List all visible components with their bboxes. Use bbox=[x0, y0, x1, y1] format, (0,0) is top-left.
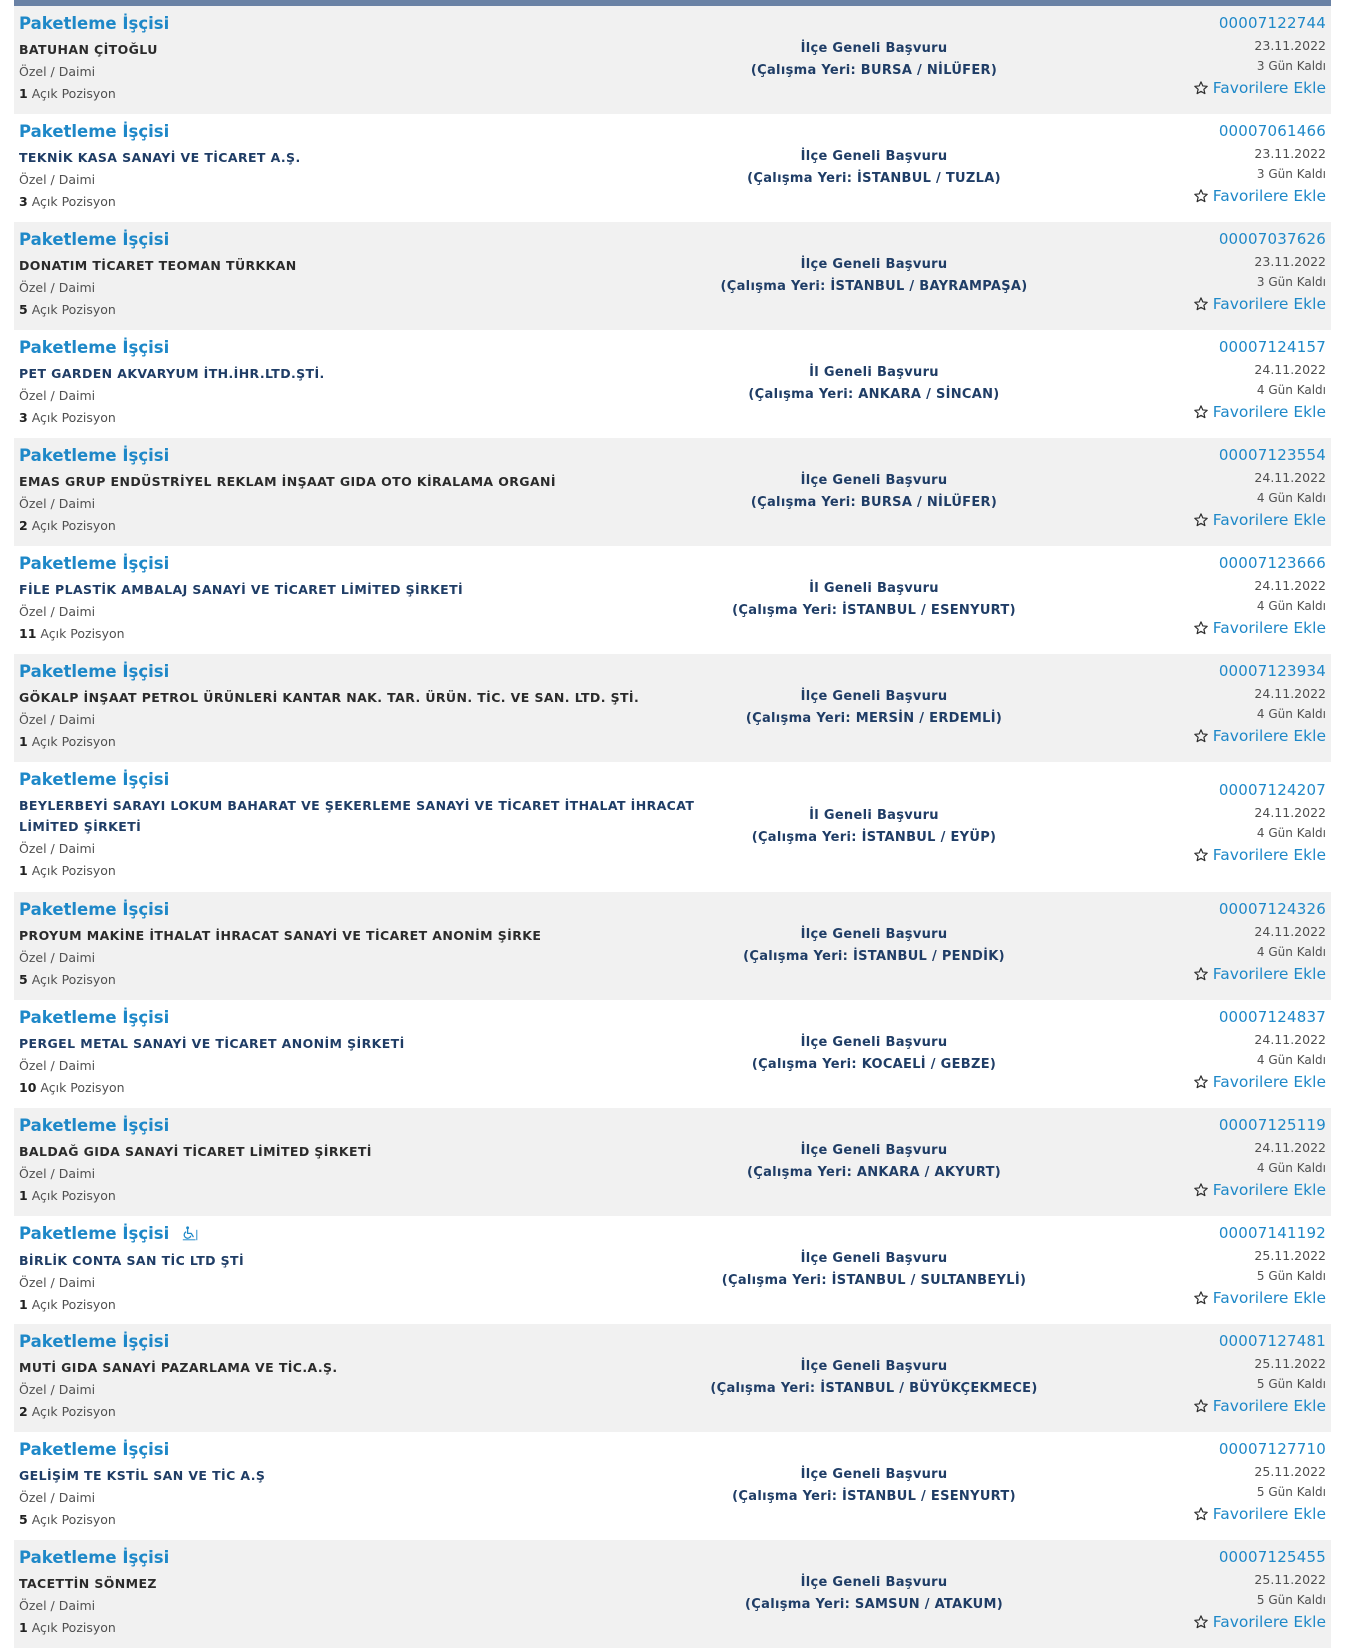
company-name[interactable]: TACETTİN SÖNMEZ bbox=[19, 1576, 157, 1591]
job-info bbox=[19, 554, 699, 642]
add-favorite-label: Favorilere Ekle bbox=[1212, 295, 1326, 313]
add-favorite-label: Favorilere Ekle bbox=[1212, 727, 1326, 745]
job-info bbox=[19, 1008, 699, 1096]
job-type: Özel / Daimi bbox=[19, 64, 96, 79]
open-positions-count: 5 bbox=[19, 1512, 28, 1527]
open-positions-count: 1 bbox=[19, 734, 28, 749]
open-positions-label: Açık Pozisyon bbox=[31, 734, 116, 749]
star-outline-icon bbox=[1193, 512, 1209, 528]
work-location: (Çalışma Yeri: BURSA / NİLÜFER) bbox=[750, 495, 998, 510]
job-meta bbox=[1096, 554, 1326, 640]
open-positions-label: Açık Pozisyon bbox=[40, 626, 125, 641]
open-positions-label: Açık Pozisyon bbox=[31, 194, 116, 209]
company-name[interactable]: TEKNİK KASA SANAYİ VE TİCARET A.Ş. bbox=[19, 150, 301, 165]
job-type: Özel / Daimi bbox=[19, 1490, 96, 1505]
add-favorite-button[interactable] bbox=[1193, 964, 1326, 984]
add-favorite-label: Favorilere Ekle bbox=[1212, 511, 1326, 529]
post-date: 25.11.2022 bbox=[1254, 1464, 1326, 1479]
application-scope bbox=[694, 892, 1054, 1000]
open-positions-label: Açık Pozisyon bbox=[40, 1080, 125, 1095]
days-left: 4 Gün Kaldı bbox=[1256, 707, 1326, 721]
job-meta bbox=[1096, 230, 1326, 316]
job-row bbox=[14, 762, 1331, 892]
job-info bbox=[19, 900, 699, 988]
star-outline-icon bbox=[1193, 1614, 1209, 1630]
work-location: (Çalışma Yeri: İSTANBUL / PENDİK) bbox=[743, 949, 1005, 964]
post-date: 24.11.2022 bbox=[1254, 686, 1326, 701]
job-title-link[interactable]: Paketleme İşçisi bbox=[19, 446, 170, 465]
star-outline-icon bbox=[1193, 966, 1209, 982]
job-title-line bbox=[19, 1548, 699, 1568]
open-positions-label: Açık Pozisyon bbox=[31, 1620, 116, 1635]
job-title-link[interactable]: Paketleme İşçisi bbox=[19, 770, 170, 789]
open-positions-label: Açık Pozisyon bbox=[31, 1296, 116, 1312]
job-code-link[interactable]: 00007037626 bbox=[1218, 230, 1326, 248]
job-type: Özel / Daimi bbox=[19, 1382, 96, 1397]
job-meta bbox=[1096, 14, 1326, 100]
open-positions bbox=[19, 971, 699, 988]
add-favorite-button[interactable] bbox=[1193, 294, 1326, 314]
star-outline-icon bbox=[1193, 1290, 1209, 1306]
add-favorite-button[interactable] bbox=[1193, 1180, 1326, 1200]
job-title-line bbox=[19, 1332, 699, 1352]
star-outline-icon bbox=[1193, 1506, 1209, 1522]
application-scope bbox=[694, 222, 1054, 330]
job-type: Özel / Daimi bbox=[19, 712, 96, 727]
job-title-line bbox=[19, 1008, 699, 1028]
job-info bbox=[19, 230, 699, 318]
job-info bbox=[19, 1548, 699, 1636]
scope-label: İl Geneli Başvuru bbox=[809, 808, 939, 823]
job-type: Özel / Daimi bbox=[19, 950, 96, 965]
open-positions-label: Açık Pozisyon bbox=[31, 1404, 116, 1419]
job-title-link[interactable]: Paketleme İşçisi bbox=[19, 1008, 170, 1027]
open-positions-count: 5 bbox=[19, 972, 28, 987]
job-row bbox=[14, 654, 1331, 762]
add-favorite-label: Favorilere Ekle bbox=[1212, 1181, 1326, 1199]
add-favorite-button[interactable] bbox=[1193, 726, 1326, 746]
add-favorite-button[interactable] bbox=[1193, 510, 1326, 530]
star-outline-icon bbox=[1193, 296, 1209, 312]
job-code-link[interactable]: 00007141192 bbox=[1218, 1224, 1326, 1242]
job-type: Özel / Daimi bbox=[19, 1166, 96, 1181]
job-meta bbox=[1096, 1440, 1326, 1526]
job-info bbox=[19, 122, 699, 210]
add-favorite-label: Favorilere Ekle bbox=[1212, 1613, 1326, 1631]
job-type: Özel / Daimi bbox=[19, 280, 96, 295]
days-left: 3 Gün Kaldı bbox=[1256, 167, 1326, 181]
job-code-link[interactable]: 00007124207 bbox=[1218, 781, 1326, 799]
job-title-line bbox=[19, 662, 699, 682]
job-title-line bbox=[19, 554, 699, 574]
job-meta bbox=[1096, 662, 1326, 748]
open-positions bbox=[19, 409, 699, 426]
scope-label: İlçe Geneli Başvuru bbox=[800, 1143, 948, 1158]
job-meta bbox=[1096, 1116, 1326, 1202]
work-location: (Çalışma Yeri: ANKARA / SİNCAN) bbox=[748, 387, 1000, 402]
open-positions-count: 10 bbox=[19, 1080, 37, 1095]
application-scope bbox=[694, 1432, 1054, 1540]
company-name[interactable]: BALDAĞ GIDA SANAYİ TİCARET LİMİTED ŞİRKETİ bbox=[19, 1144, 372, 1159]
job-title-link[interactable]: Paketleme İşçisi bbox=[19, 554, 170, 573]
days-left: 5 Gün Kaldı bbox=[1256, 1377, 1326, 1391]
work-location: (Çalışma Yeri: ANKARA / AKYURT) bbox=[747, 1165, 1001, 1180]
job-meta bbox=[1096, 338, 1326, 424]
post-date: 23.11.2022 bbox=[1254, 254, 1326, 269]
post-date: 24.11.2022 bbox=[1254, 1032, 1326, 1047]
add-favorite-button[interactable] bbox=[1193, 845, 1326, 865]
days-left: 3 Gün Kaldı bbox=[1256, 275, 1326, 289]
add-favorite-label: Favorilere Ekle bbox=[1212, 187, 1326, 205]
star-outline-icon bbox=[1193, 847, 1209, 863]
job-row bbox=[14, 1540, 1331, 1648]
application-scope bbox=[694, 114, 1054, 222]
work-location: (Çalışma Yeri: BURSA / NİLÜFER) bbox=[750, 63, 998, 78]
application-scope bbox=[694, 6, 1054, 114]
wheelchair-icon bbox=[181, 1225, 199, 1245]
job-row bbox=[14, 438, 1331, 546]
job-title-line bbox=[19, 770, 699, 790]
job-title-line bbox=[19, 900, 699, 920]
days-left: 4 Gün Kaldı bbox=[1256, 491, 1326, 505]
work-location: (Çalışma Yeri: İSTANBUL / ESENYURT) bbox=[732, 1489, 1016, 1504]
job-row bbox=[14, 1324, 1331, 1432]
application-scope bbox=[694, 546, 1054, 654]
open-positions-label: Açık Pozisyon bbox=[31, 86, 116, 101]
days-left: 5 Gün Kaldı bbox=[1256, 1485, 1326, 1499]
open-positions-label: Açık Pozisyon bbox=[31, 518, 116, 533]
job-meta bbox=[1096, 900, 1326, 986]
star-outline-icon bbox=[1193, 1182, 1209, 1198]
job-code-link[interactable]: 00007061466 bbox=[1218, 122, 1326, 140]
company-name[interactable]: BİRLİK CONTA SAN TİC LTD ŞTİ bbox=[19, 1252, 245, 1268]
scope-label: İlçe Geneli Başvuru bbox=[800, 257, 948, 272]
application-scope bbox=[694, 654, 1054, 762]
job-meta bbox=[1096, 446, 1326, 532]
job-info bbox=[19, 338, 699, 426]
open-positions bbox=[19, 625, 699, 642]
job-title-line bbox=[19, 1224, 699, 1245]
open-positions-count: 3 bbox=[19, 410, 28, 425]
job-code-link[interactable]: 00007124326 bbox=[1218, 900, 1326, 918]
job-title-line bbox=[19, 446, 699, 466]
open-positions-label: Açık Pozisyon bbox=[31, 1512, 116, 1527]
job-type: Özel / Daimi bbox=[19, 1058, 96, 1073]
job-title-link[interactable]: Paketleme İşçisi bbox=[19, 338, 170, 357]
job-code-link[interactable]: 00007127710 bbox=[1218, 1440, 1326, 1458]
job-meta bbox=[1096, 122, 1326, 208]
open-positions-label: Açık Pozisyon bbox=[31, 302, 116, 317]
star-outline-icon bbox=[1193, 404, 1209, 420]
post-date: 23.11.2022 bbox=[1254, 146, 1326, 161]
add-favorite-button[interactable] bbox=[1193, 1612, 1326, 1632]
application-scope bbox=[694, 1324, 1054, 1432]
open-positions bbox=[19, 1296, 699, 1313]
job-row bbox=[14, 6, 1331, 114]
add-favorite-label: Favorilere Ekle bbox=[1212, 1073, 1326, 1091]
job-row bbox=[14, 892, 1331, 1000]
scope-label: İlçe Geneli Başvuru bbox=[800, 1467, 948, 1482]
application-scope bbox=[694, 1108, 1054, 1216]
work-location: (Çalışma Yeri: İSTANBUL / BAYRAMPAŞA) bbox=[720, 279, 1028, 294]
company-name[interactable]: PERGEL METAL SANAYİ VE TİCARET ANONİM ŞİRKETİ bbox=[19, 1036, 405, 1051]
add-favorite-button[interactable] bbox=[1193, 1396, 1326, 1416]
add-favorite-label: Favorilere Ekle bbox=[1212, 79, 1326, 97]
job-meta bbox=[1096, 1224, 1326, 1310]
open-positions-count: 1 bbox=[19, 1620, 28, 1635]
job-row bbox=[14, 222, 1331, 330]
post-date: 23.11.2022 bbox=[1254, 38, 1326, 53]
add-favorite-button[interactable] bbox=[1193, 1072, 1326, 1092]
add-favorite-label: Favorilere Ekle bbox=[1212, 403, 1326, 421]
add-favorite-button[interactable] bbox=[1193, 1504, 1326, 1524]
job-code-link[interactable]: 00007122744 bbox=[1218, 14, 1326, 32]
job-type: Özel / Daimi bbox=[19, 1274, 96, 1290]
job-title-line bbox=[19, 338, 699, 358]
open-positions bbox=[19, 85, 699, 102]
add-favorite-button[interactable] bbox=[1193, 78, 1326, 98]
company-name[interactable]: BATUHAN ÇİTOĞLU bbox=[19, 42, 158, 57]
job-info bbox=[19, 662, 699, 750]
days-left: 4 Gün Kaldı bbox=[1256, 383, 1326, 397]
open-positions-label: Açık Pozisyon bbox=[31, 863, 116, 878]
star-outline-icon bbox=[1193, 728, 1209, 744]
job-title-line bbox=[19, 230, 699, 250]
open-positions bbox=[19, 1079, 699, 1096]
open-positions-label: Açık Pozisyon bbox=[31, 410, 116, 425]
application-scope bbox=[694, 438, 1054, 546]
post-date: 24.11.2022 bbox=[1254, 1140, 1326, 1155]
job-code-link[interactable]: 00007125455 bbox=[1218, 1548, 1326, 1566]
add-favorite-button[interactable] bbox=[1193, 1288, 1326, 1308]
days-left: 4 Gün Kaldı bbox=[1256, 599, 1326, 613]
job-type: Özel / Daimi bbox=[19, 604, 96, 619]
application-scope bbox=[694, 762, 1054, 892]
job-title-line bbox=[19, 1440, 699, 1460]
open-positions-count: 5 bbox=[19, 302, 28, 317]
application-scope bbox=[694, 1216, 1054, 1324]
job-row bbox=[14, 1216, 1331, 1324]
work-location: (Çalışma Yeri: İSTANBUL / EYÜP) bbox=[751, 830, 997, 845]
days-left: 4 Gün Kaldı bbox=[1256, 1053, 1326, 1067]
job-info bbox=[19, 770, 699, 879]
add-favorite-button[interactable] bbox=[1193, 402, 1326, 422]
job-meta bbox=[1096, 1332, 1326, 1418]
application-scope bbox=[694, 330, 1054, 438]
work-location: (Çalışma Yeri: MERSİN / ERDEMLİ) bbox=[745, 711, 1003, 726]
application-scope bbox=[694, 1540, 1054, 1648]
job-row bbox=[14, 114, 1331, 222]
job-meta bbox=[1096, 781, 1326, 867]
company-name[interactable]: DONATIM TİCARET TEOMAN TÜRKKAN bbox=[19, 258, 297, 273]
open-positions-count: 11 bbox=[19, 626, 37, 641]
company-name[interactable]: PET GARDEN AKVARYUM İTH.İHR.LTD.ŞTİ. bbox=[19, 366, 325, 381]
scope-label: İlçe Geneli Başvuru bbox=[800, 1359, 948, 1374]
job-type: Özel / Daimi bbox=[19, 496, 96, 511]
company-name[interactable]: MUTİ GIDA SANAYİ PAZARLAMA VE TİC.A.Ş. bbox=[19, 1360, 338, 1375]
job-title-line bbox=[19, 14, 699, 34]
add-favorite-label: Favorilere Ekle bbox=[1212, 1289, 1326, 1307]
open-positions bbox=[19, 1511, 699, 1528]
open-positions bbox=[19, 1187, 699, 1204]
job-title-link[interactable]: Paketleme İşçisi bbox=[19, 230, 170, 249]
job-row bbox=[14, 330, 1331, 438]
job-info bbox=[19, 446, 699, 534]
job-title-link[interactable]: Paketleme İşçisi bbox=[19, 1440, 170, 1459]
job-info bbox=[19, 1440, 699, 1528]
job-code-link[interactable]: 00007127481 bbox=[1218, 1332, 1326, 1350]
scope-label: İlçe Geneli Başvuru bbox=[800, 689, 948, 704]
open-positions bbox=[19, 1403, 699, 1420]
open-positions-label: Açık Pozisyon bbox=[31, 1188, 116, 1203]
job-code-link[interactable]: 00007123554 bbox=[1218, 446, 1326, 464]
post-date: 24.11.2022 bbox=[1254, 805, 1326, 820]
job-title-line bbox=[19, 1116, 699, 1136]
job-title-link[interactable]: Paketleme İşçisi bbox=[19, 1116, 170, 1135]
job-code-link[interactable]: 00007123666 bbox=[1218, 554, 1326, 572]
add-favorite-label: Favorilere Ekle bbox=[1212, 1397, 1326, 1415]
job-type: Özel / Daimi bbox=[19, 172, 96, 187]
star-outline-icon bbox=[1193, 620, 1209, 636]
job-info bbox=[19, 1224, 699, 1313]
post-date: 24.11.2022 bbox=[1254, 578, 1326, 593]
post-date: 25.11.2022 bbox=[1254, 1572, 1326, 1587]
job-code-link[interactable]: 00007125119 bbox=[1218, 1116, 1326, 1134]
open-positions bbox=[19, 862, 699, 879]
job-meta bbox=[1096, 1548, 1326, 1634]
open-positions bbox=[19, 301, 699, 318]
open-positions-label: Açık Pozisyon bbox=[31, 972, 116, 987]
job-title-link[interactable]: Paketleme İşçisi bbox=[19, 1224, 170, 1243]
company-name[interactable]: GELİŞİM TE KSTİL SAN VE TİC A.Ş bbox=[19, 1468, 266, 1483]
open-positions bbox=[19, 733, 699, 750]
days-left: 4 Gün Kaldı bbox=[1256, 826, 1326, 840]
scope-label: İlçe Geneli Başvuru bbox=[800, 41, 948, 56]
days-left: 5 Gün Kaldı bbox=[1256, 1269, 1326, 1283]
days-left: 3 Gün Kaldı bbox=[1256, 59, 1326, 73]
job-title-link[interactable]: Paketleme İşçisi bbox=[19, 1332, 170, 1351]
post-date: 24.11.2022 bbox=[1254, 362, 1326, 377]
company-name[interactable]: FİLE PLASTİK AMBALAJ SANAYİ VE TİCARET LİMİTED ŞİRKETİ bbox=[19, 582, 464, 597]
job-info bbox=[19, 14, 699, 102]
company-name[interactable]: BEYLERBEYİ SARAYI LOKUM BAHARAT VE ŞEKERLEME SANAYİ VE TİCARET İTHALAT İHRACAT LİMİTED ŞİRKETİ bbox=[19, 798, 695, 834]
job-info bbox=[19, 1116, 699, 1204]
days-left: 4 Gün Kaldı bbox=[1256, 945, 1326, 959]
job-title-line bbox=[19, 122, 699, 142]
open-positions-count: 2 bbox=[19, 518, 28, 533]
job-row bbox=[14, 546, 1331, 654]
open-positions bbox=[19, 1619, 699, 1636]
job-title-link[interactable]: Paketleme İşçisi bbox=[19, 900, 170, 919]
open-positions bbox=[19, 193, 699, 210]
scope-label: İlçe Geneli Başvuru bbox=[800, 473, 948, 488]
job-row bbox=[14, 1000, 1331, 1108]
post-date: 25.11.2022 bbox=[1254, 1248, 1326, 1263]
star-outline-icon bbox=[1193, 1074, 1209, 1090]
post-date: 25.11.2022 bbox=[1254, 1356, 1326, 1371]
job-title-link[interactable]: Paketleme İşçisi bbox=[19, 122, 170, 141]
job-type: Özel / Daimi bbox=[19, 388, 96, 403]
job-title-link[interactable]: Paketleme İşçisi bbox=[19, 14, 170, 33]
open-positions-count: 1 bbox=[19, 1188, 28, 1203]
post-date: 24.11.2022 bbox=[1254, 470, 1326, 485]
open-positions-count: 1 bbox=[19, 1296, 28, 1312]
open-positions bbox=[19, 517, 699, 534]
work-location: (Çalışma Yeri: KOCAELİ / GEBZE) bbox=[751, 1057, 997, 1072]
job-info bbox=[19, 1332, 699, 1420]
job-type: Özel / Daimi bbox=[19, 1598, 96, 1613]
work-location: (Çalışma Yeri: İSTANBUL / BÜYÜKÇEKMECE) bbox=[710, 1381, 1038, 1396]
work-location: (Çalışma Yeri: İSTANBUL / ESENYURT) bbox=[732, 603, 1016, 618]
work-location: (Çalışma Yeri: İSTANBUL / TUZLA) bbox=[747, 171, 1001, 186]
star-outline-icon bbox=[1193, 80, 1209, 96]
company-name[interactable]: GÖKALP İNŞAAT PETROL ÜRÜNLERİ KANTAR NAK. TAR. ÜRÜN. TİC. VE SAN. LTD. ŞTİ. bbox=[19, 690, 640, 705]
scope-label: İlçe Geneli Başvuru bbox=[800, 1575, 948, 1590]
job-code-link[interactable]: 00007124157 bbox=[1218, 338, 1326, 356]
application-scope bbox=[694, 1000, 1054, 1108]
open-positions-count: 1 bbox=[19, 86, 28, 101]
scope-label: İlçe Geneli Başvuru bbox=[800, 927, 948, 942]
company-name[interactable]: EMAS GRUP ENDÜSTRİYEL REKLAM İNŞAAT GIDA OTO KİRALAMA ORGANİ bbox=[19, 474, 556, 489]
open-positions-count: 3 bbox=[19, 194, 28, 209]
days-left: 4 Gün Kaldı bbox=[1256, 1161, 1326, 1175]
add-favorite-label: Favorilere Ekle bbox=[1212, 1505, 1326, 1523]
add-favorite-button[interactable] bbox=[1193, 186, 1326, 206]
job-row bbox=[14, 1432, 1331, 1540]
scope-label: İlçe Geneli Başvuru bbox=[800, 149, 948, 164]
scope-label: İl Geneli Başvuru bbox=[809, 581, 939, 596]
post-date: 24.11.2022 bbox=[1254, 924, 1326, 939]
star-outline-icon bbox=[1193, 1398, 1209, 1414]
star-outline-icon bbox=[1193, 188, 1209, 204]
job-code-link[interactable]: 00007124837 bbox=[1218, 1008, 1326, 1026]
job-meta bbox=[1096, 1008, 1326, 1094]
add-favorite-label: Favorilere Ekle bbox=[1212, 619, 1326, 637]
add-favorite-label: Favorilere Ekle bbox=[1212, 965, 1326, 983]
scope-label: İlçe Geneli Başvuru bbox=[800, 1035, 948, 1050]
add-favorite-button[interactable] bbox=[1193, 618, 1326, 638]
job-type: Özel / Daimi bbox=[19, 841, 96, 856]
job-row bbox=[14, 1108, 1331, 1216]
job-code-link[interactable]: 00007123934 bbox=[1218, 662, 1326, 680]
job-title-link[interactable]: Paketleme İşçisi bbox=[19, 662, 170, 681]
company-name[interactable]: PROYUM MAKİNE İTHALAT İHRACAT SANAYİ VE TİCARET ANONİM ŞİRKE bbox=[19, 928, 542, 943]
open-positions-count: 1 bbox=[19, 863, 28, 878]
work-location: (Çalışma Yeri: İSTANBUL / SULTANBEYLİ) bbox=[721, 1273, 1027, 1288]
scope-label: İlçe Geneli Başvuru bbox=[800, 1251, 948, 1266]
open-positions-count: 2 bbox=[19, 1404, 28, 1419]
job-list bbox=[14, 6, 1331, 1648]
job-title-link[interactable]: Paketleme İşçisi bbox=[19, 1548, 170, 1567]
add-favorite-label: Favorilere Ekle bbox=[1212, 846, 1326, 864]
work-location: (Çalışma Yeri: SAMSUN / ATAKUM) bbox=[745, 1597, 1003, 1612]
scope-label: İl Geneli Başvuru bbox=[809, 365, 939, 380]
days-left: 5 Gün Kaldı bbox=[1256, 1593, 1326, 1607]
